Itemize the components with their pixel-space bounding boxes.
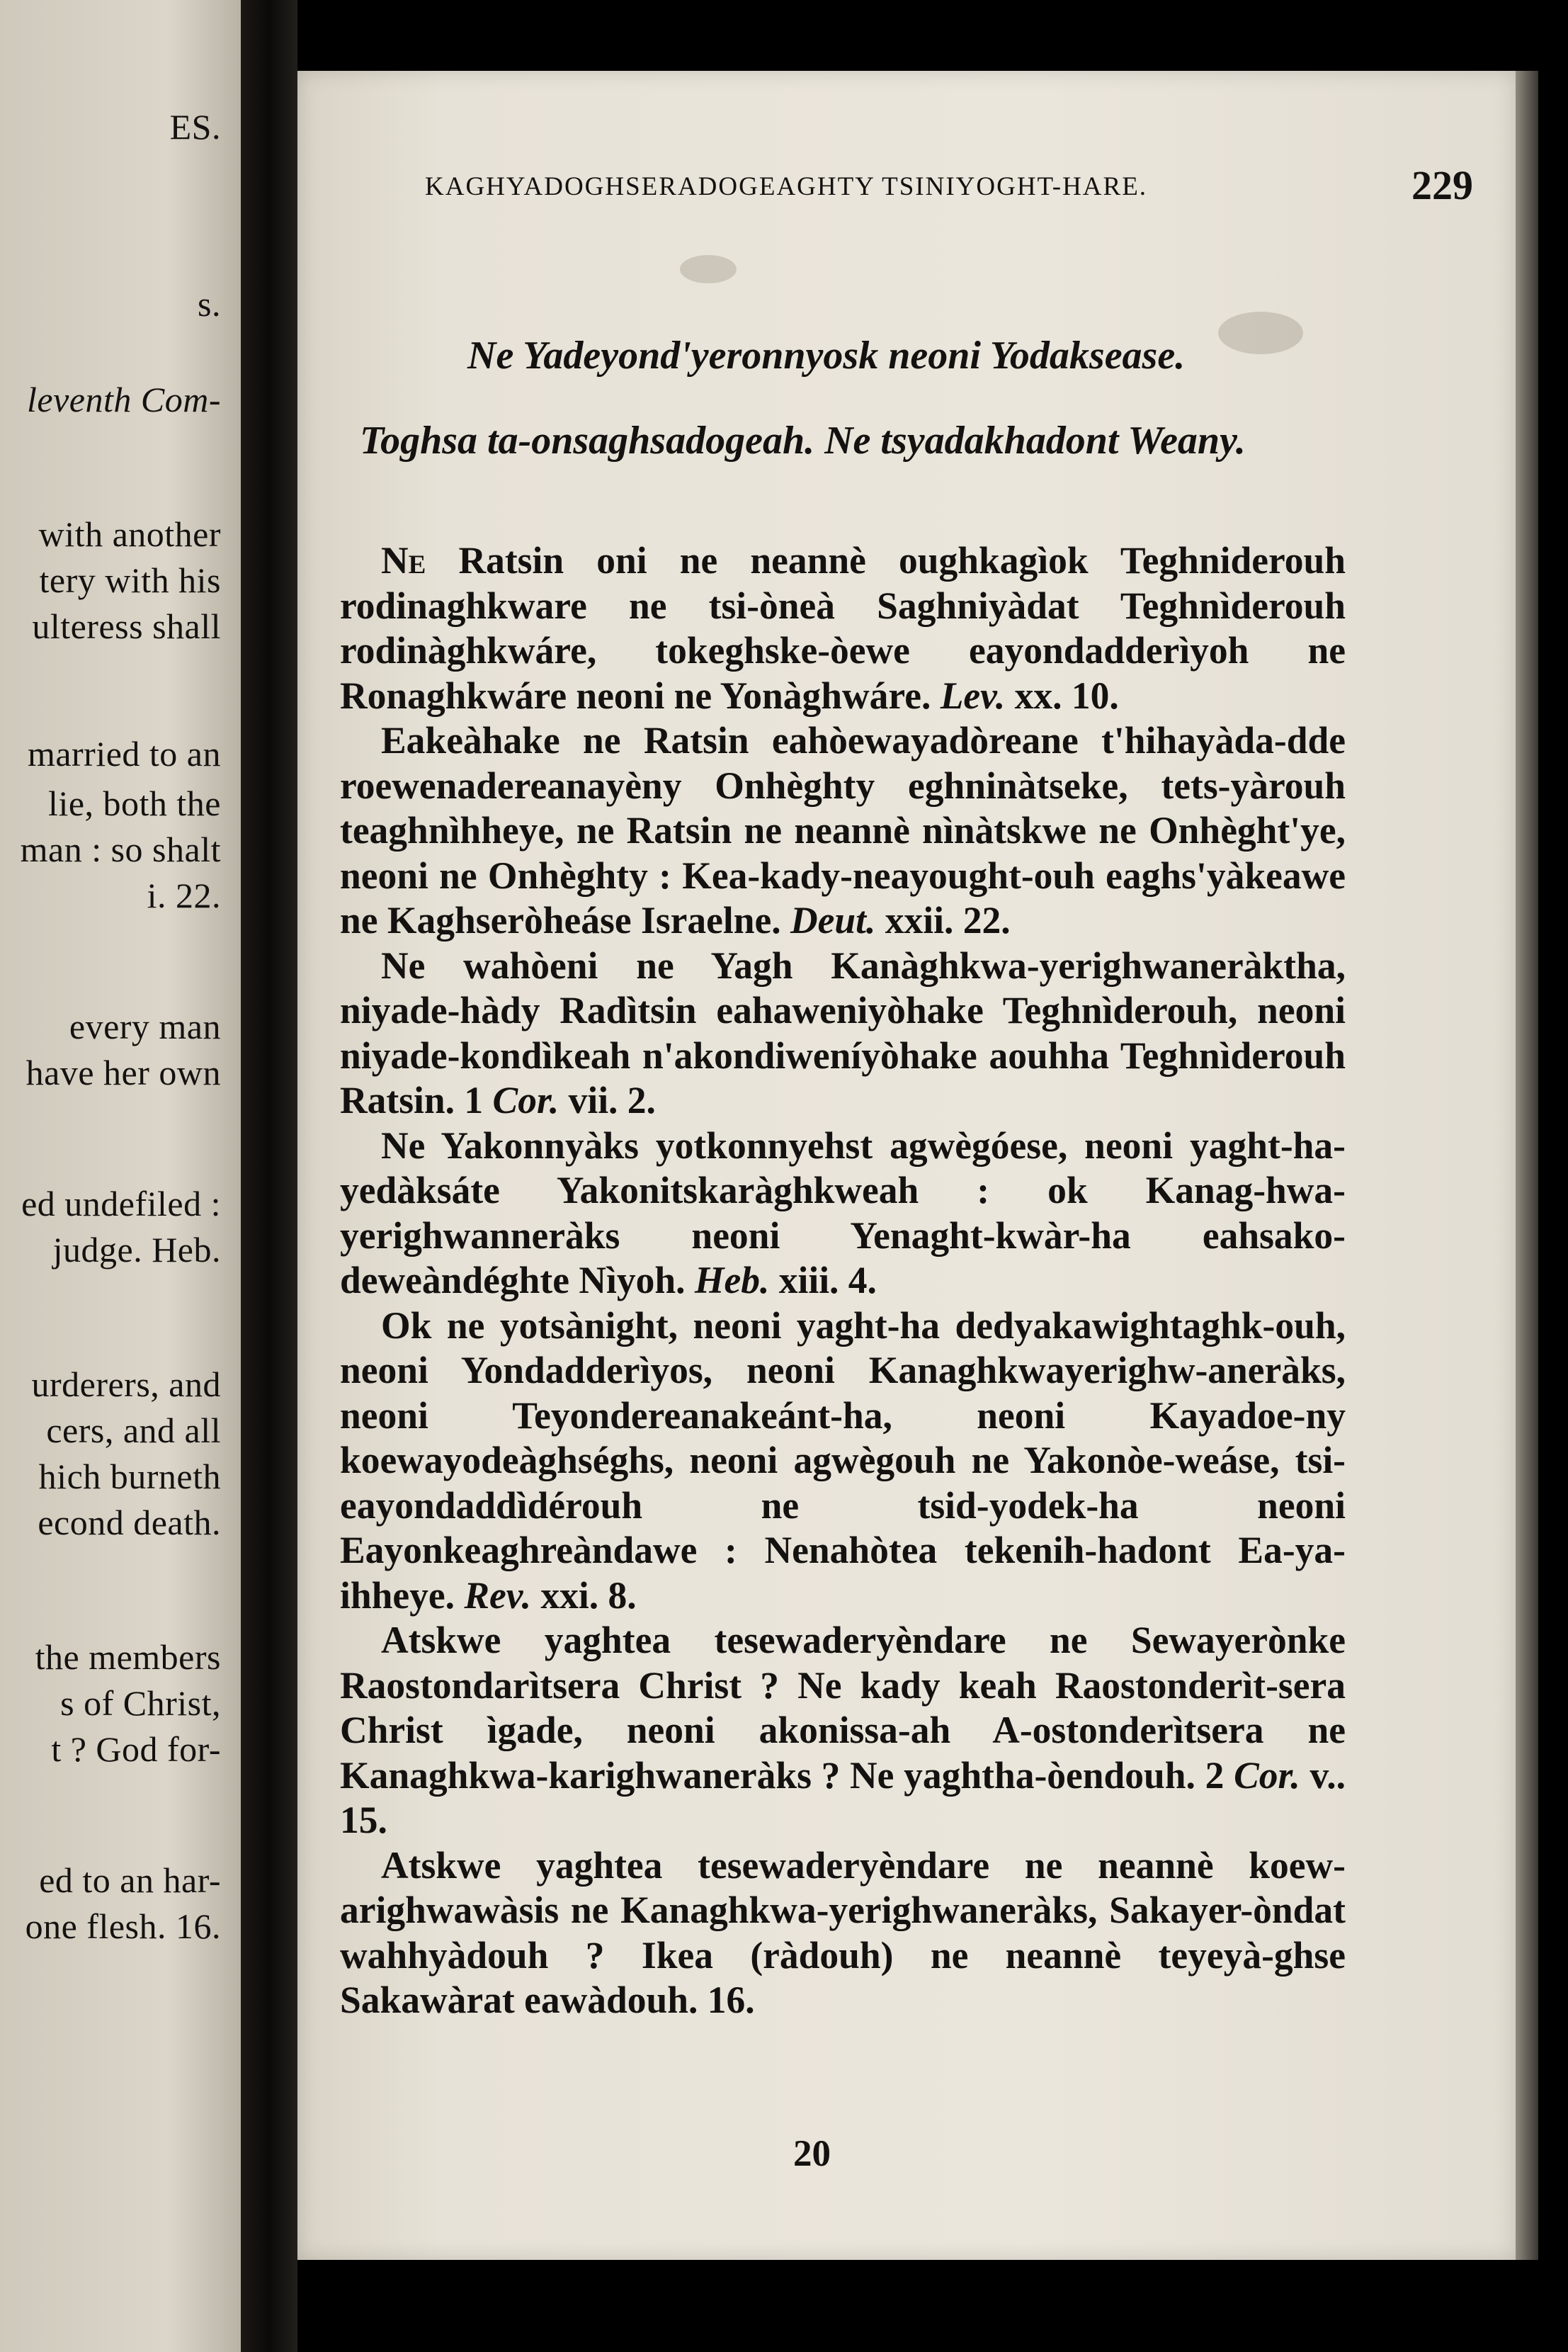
left-page-line: man : so shalt (20, 830, 221, 869)
verse-paragraph (340, 538, 1346, 718)
left-page-line: the members (35, 1637, 221, 1677)
scripture-reference-number: xxii. 22. (875, 899, 1011, 942)
scripture-reference: Rev. (464, 1573, 531, 1617)
page-number: 229 (1411, 162, 1473, 208)
paragraph-text: Ne wahòeni ne Yagh Kanàghkwa-yerighwaneràktha, niyade-hàdy Radìtsin eahaweniyòhake Teghnìderouh, neoni niyade-kondìkeah n'akondiweníyòhake aouhha Teghnìderouh Ratsin. 1 (340, 944, 1346, 1121)
scripture-reference-number: v.. 15. (340, 1753, 1346, 1841)
left-page-line: married to an (27, 734, 221, 774)
section-heading: Ne Yadeyond'yeronnyosk neoni Yodaksease. (467, 334, 1186, 378)
left-page-line: leventh Com- (27, 380, 221, 419)
scripture-reference: Cor. (1234, 1753, 1300, 1797)
signature-mark: 20 (793, 2133, 831, 2174)
verse-paragraph (340, 944, 1346, 1124)
verse-paragraph (340, 1618, 1346, 1843)
left-page-line: cers, and all (46, 1410, 221, 1450)
commandment-heading: Toghsa ta-onsaghsadogeah. Ne tsyadakhadont Weany. (360, 419, 1246, 463)
left-page-line: ed undefiled : (21, 1184, 221, 1223)
scripture-reference-number: xx. 10. (1005, 674, 1119, 717)
left-page-line: ES. (169, 107, 221, 147)
verse-paragraph (340, 718, 1346, 944)
scripture-reference-number: vii. 2. (559, 1079, 656, 1121)
left-page-line: have her own (25, 1053, 221, 1092)
left-page-line: with another (38, 514, 221, 554)
left-page-line: hich burneth (38, 1457, 221, 1496)
page-edge (1516, 71, 1538, 2260)
left-page-line: t ? God for- (51, 1729, 221, 1769)
paragraph-text: Eakeàhake ne Ratsin eahòewayadòreane t'hihayàda-dde roewenadereanayèny Onhèghty eghninàtseke, tets-yàrouh teaghnìhheye, ne Ratsin ne neannè nìnàtskwe ne Onhèght'ye, neoni ne Onhèghty : Kea-kady-neayought-ouh eaghs'yàkeawe ne Kaghseròheáse Israelne. (340, 719, 1346, 942)
scripture-reference-number: xxi. 8. (530, 1573, 637, 1617)
scripture-reference: Heb. (694, 1259, 770, 1301)
left-page-line: ulteress shall (32, 606, 221, 646)
paragraph-text: Atskwe yaghtea tesewaderyèndare ne neannè koew-arighwawàsis ne Kanaghkwa-yerighwaneràks, Sakayer-òndat wahhyàdouh ? Ikea (ràdouh) ne neannè teyeyà-ghse Sakawàrat eawàdouh. 16. (340, 1843, 1346, 2021)
paragraph-lead: Ne (381, 539, 426, 582)
left-page-line: econd death. (38, 1503, 221, 1542)
scripture-reference-number: xiii. 4. (769, 1259, 877, 1301)
paragraph-text: Ok ne yotsànight, neoni yaght-ha dedyakawightaghk-ouh, neoni Yondadderìyos, neoni Kanaghkwayerighw-aneràks, neoni Teyondereanakeánt-ha, neoni Kayadoe-ny koewayodeàghséghs, neoni agwègouh ne Yakonòe-weáse, tsi-eayondaddìdérouh ne tsid-yodek-ha neoni Eayonkeaghreàndawe : Nenahòtea tekenih-hadont Ea-ya-ihheye. (340, 1304, 1346, 1617)
left-page-line: urderers, and (31, 1364, 221, 1404)
scripture-reference: Lev. (940, 674, 1006, 717)
verse-paragraph (340, 1843, 1346, 2023)
running-head-title: KAGHYADOGHSERADOGEAGHTY TSINIYOGHT-HARE. (425, 172, 1148, 201)
left-page-line: s of Christ, (60, 1683, 221, 1723)
running-head (425, 162, 1473, 218)
left-page-line: judge. Heb. (52, 1230, 221, 1270)
left-page-line: one flesh. 16. (25, 1906, 221, 1946)
paragraph-text: Ne Yakonnyàks yotkonnyehst agwègóese, neoni yaght-ha-yedàksáte Yakonitskaràghkweah : ok Kanag-hwa-yerighwanneràks neoni Yenaght-kwàr-ha eahsako-deweàndéghte Nìyoh. (340, 1124, 1346, 1301)
left-page (0, 0, 241, 2352)
paragraph-text: Atskwe yaghtea tesewaderyèndare ne Sewayerònke Raostondarìtsera Christ ? Ne kady keah Raostonderìt-sera Christ ìgade, neoni akonissa-ah A-ostonderìtsera ne Kanaghkwa-karighwaneràks ? Ne yaghtha-òendouh. 2 (340, 1619, 1346, 1797)
verse-paragraph (340, 1124, 1346, 1304)
scripture-reference: Deut. (790, 899, 876, 942)
body-text (340, 538, 1346, 2023)
left-page-line: ed to an har- (39, 1860, 221, 1900)
left-page-line: s. (198, 284, 221, 324)
right-page (297, 71, 1516, 2260)
scripture-reference: Cor. (492, 1079, 559, 1121)
verse-paragraph (340, 1304, 1346, 1619)
left-page-line: tery with his (39, 560, 221, 600)
left-page-line: every man (69, 1007, 221, 1046)
paper-stain (1218, 312, 1303, 354)
left-page-line: lie, both the (48, 784, 221, 823)
book-gutter (241, 0, 297, 2352)
paper-stain (680, 255, 737, 283)
paragraph-text: Ratsin oni ne neannè oughkagìok Teghniderouh rodinaghkware ne tsi-òneà Saghniyàdat Teghnìderouh rodinàghkwáre, tokeghske-òewe eayondadderìyoh ne Ronaghkwáre neoni ne Yonàghwáre. (340, 539, 1346, 717)
left-page-line: i. 22. (147, 876, 221, 915)
